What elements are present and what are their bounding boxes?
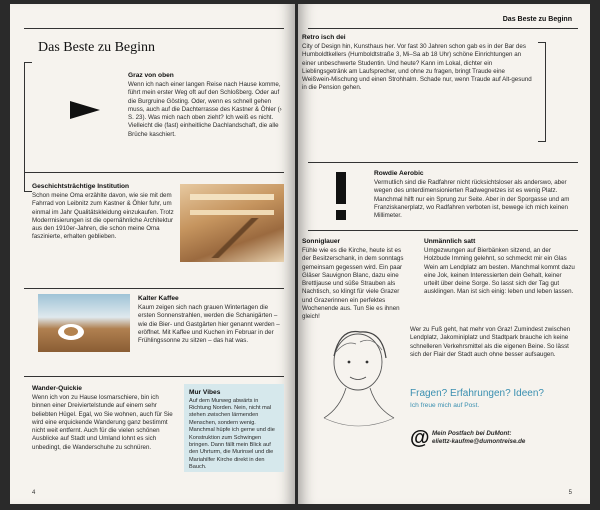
triangle-arrow-icon: [70, 101, 100, 119]
kaffee-heading: Kalter Kaffee: [138, 295, 179, 302]
mur-vibes-heading: Mur Vibes: [189, 389, 221, 396]
author-portrait: [316, 322, 400, 438]
wander-heading: Wander-Quickie: [32, 385, 82, 392]
unmaennlich-heading: Unmännlich satt: [424, 238, 476, 245]
geschichte-heading: Geschichtsträchtige Institution: [32, 183, 130, 190]
running-head: Das Beste zu Beginn: [502, 16, 572, 23]
contact-question: Fragen? Erfahrungen? Ideen?: [410, 388, 544, 399]
mail-address[interactable]: eliettz-kaufme@dumontreise.de: [432, 438, 526, 445]
rowdie-heading: Rowdie Aerobic: [374, 170, 424, 177]
graz-von-oben-heading: Graz von oben: [128, 72, 174, 79]
exclamation-icon: [334, 172, 348, 220]
contact-subline: Ich freue mich auf Post.: [410, 402, 480, 409]
page-number: 4: [32, 490, 36, 496]
mur-vibes-text: Auf dem Murweg abwärts in Richtung Norden. Nein, nicht mal stehen zwischen lärmenden Menschen, sondern wenig. Manchmal hüpfe ich gerne und die Konstruktion zum Schwingen bringen. Dann fällt mein Blick auf den Uhrturm, die Murinsel und die Mariahilfer Kirche direkt in den Bauch.: [189, 397, 275, 471]
divider: [24, 376, 284, 377]
kunsthaus-heading: Retro isch dei: [302, 34, 346, 41]
rowdie-text: Vermutlich sind die Radfahrer nicht rücksichtsloser als anderswo, aber wegen des unterdimensionierten Radwegnetzes ist es wenig Platz. Manchmal hilft nur ein Sprung zur Seite. Aber in der Sporgasse und am Franziskanerplatz, wo Radfahren verboten ist, bewege ich mich keinen Millimeter.: [374, 179, 570, 220]
divider: [24, 288, 284, 289]
top-rule: [24, 28, 284, 29]
divider: [308, 162, 578, 163]
sonnig-text: Fühle wie es die Kirche, heute ist es der Besitzerschank, in dem sonntags gemeinsam gegessen wird. Ein paar Gläser Sauvignon Blanc, dazu eine Brettljause und süße Strauben als Nachtisch, so klingt für viele Grazer und Grazerinnen ein perfektes Wochenende aus. Tun Sie es ihnen gleich!: [302, 247, 404, 321]
kunsthaus-text: City of Design hin, Kunsthaus her. Vor fast 30 Jahren schon gab es in der Bar des Humboldtkellers (Humboldtstraße 3, Mi–Sa ab 18 Uhr) schöne Einrichtungen an einer unbeschwerte Studentin. Und heute? Kann im Lokal, dichter ein Lieblingsgetränk am Laufsprecher, und ohne zu fragen, bringt Traude eine Weißwein-Mischung und einen Strohhalm. Schade nur, wenn Traude auf Alt-gesund in die Pension gehen.: [302, 43, 532, 92]
divider: [24, 172, 284, 173]
kaffee-text: Kaum zeigen sich nach grauen Wintertagen die ersten Sonnenstrahlen, werden die Schanigärten – wie die Bier- und Gastgärten hier genannt werden – eröffnet. Mit Kaffee und Kuchen im Februar in der Frühlingssonne zu sitzen – das hat was.: [138, 304, 280, 345]
author-text: Wer zu Fuß geht, hat mehr von Graz! Zumindest zwischen Lendplatz, Jakominiplatz und Stadtpark brauche ich keine schnelleren Verkehrsmittel als die eigenen Beine. So lässt sich der Flair der Stadt auch ohne besser aufsaugen.: [410, 326, 571, 358]
divider: [308, 230, 578, 231]
store-interior-photo: [180, 184, 284, 262]
mur-vibes-box: [184, 384, 284, 472]
top-rule: [308, 28, 578, 29]
page-number: 5: [568, 490, 572, 496]
page-title: Das Beste zu Beginn: [38, 40, 156, 55]
unmaennlich-text: Umgezwungen auf Bierbänken sitzend, an der Holzbude Imming gelehnt, so schmeckt mir ein Glas Wein am Lendplatz am besten. Manchmal kommt dazu eine Jok, keinen Interessierten dein Gehalt, keiner urteilt über deine Sorge. So lasst sich der Tag gut ausklingen. Man ist sich einig: leben und leben lassen.: [424, 247, 575, 296]
right-page: [298, 4, 590, 504]
at-sign-icon: @: [410, 427, 430, 449]
wander-text: Wenn ich von zu Hause losmarschiere, bin ich binnen einer Dreiviertelstunde auf einem sehr beliebten Hügel. Egal, wo Sie wohnen, auch für Sie wird eine erquickende Wanderung ganz bestimmt nicht weit entfernt. Auch für die vielen schönen Ausblicke auf Stadt und Umland lohnt es sich unbedingt, die Wanderschuhe zu schnüren.: [32, 394, 173, 451]
geschichte-text: Schon meine Oma erzählte davon, wie sie mit dem Fahrrad von Leibnitz zum Kastner & Öhler fuhr, um einmal im Jahr Qualitätskleidung einzukaufen. Trotz Moderrnisierungen ist die opernähnliche Architektur aus den 1910er-Jahren, die schon meine Oma faszinierte, erhalten geblieben.: [32, 192, 174, 241]
left-page: [10, 4, 295, 504]
mail-label: Mein Postfach bei DuMont:: [432, 430, 512, 437]
coffee-photo: [38, 294, 130, 352]
sonnig-heading: Sonniglauer: [302, 238, 341, 245]
section-bracket: [538, 42, 546, 142]
graz-von-oben-text: Wenn ich nach einer langen Reise nach Hause komme, führt mein erster Weg oft auf den Schloßberg. Oder auf die Burgruine Gösting. Oder, wenn es schnell gehen muss, auch auf die Dachterrasse des Kastner & Öhler (› S. 23). Was mich nach oben zieht? Ich weiß es nicht. Vielleicht die (fast) einheitliche Dachlandschaft, die alle Brüche kaschiert.: [128, 81, 282, 138]
